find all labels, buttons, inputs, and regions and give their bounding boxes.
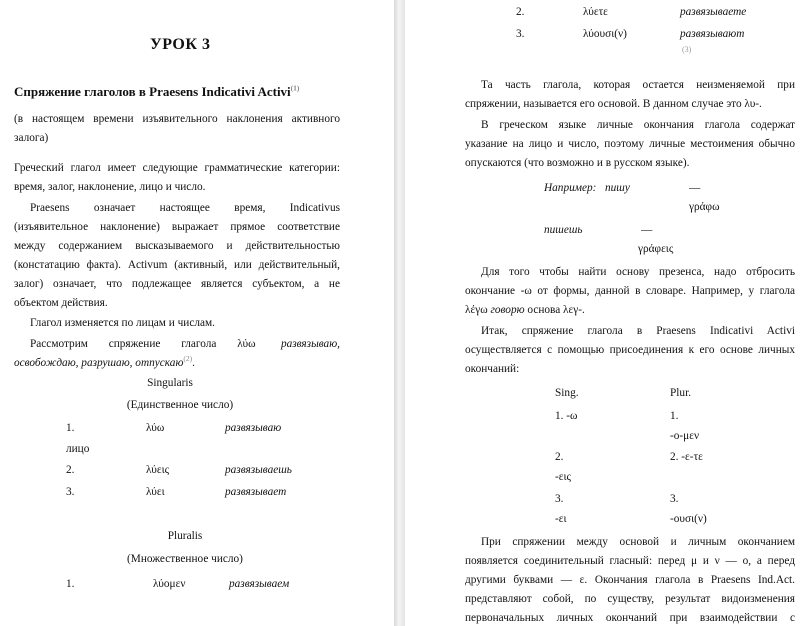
example-word-2: пишешь xyxy=(544,224,583,236)
translation: развязываешь xyxy=(225,464,292,476)
subtitle-line-1: (в настоящем времени изъявительного наклонения активного xyxy=(14,113,340,125)
ending-sing-3: -ει xyxy=(555,513,567,525)
section-footnote-ref: (1) xyxy=(290,83,300,93)
greek-form: λύουσι(ν) xyxy=(583,28,627,40)
r-para5-line-1: При спряжении между основой и личным окончанием xyxy=(481,536,795,548)
singularis-subheading: (Единственное число) xyxy=(126,399,234,411)
example-dash-2: — xyxy=(641,224,653,236)
ending-plur-3-num: 3. xyxy=(670,493,679,505)
example-dash-1: — xyxy=(689,182,701,194)
r-para3-gloss: говорю xyxy=(490,304,525,316)
row-number: 2. xyxy=(516,6,525,18)
ending-sing-3-num: 3. xyxy=(555,493,564,505)
r-para3-rest: основа λεγ-. xyxy=(527,304,585,316)
left-page xyxy=(0,0,394,626)
r-para1-line-1: Та часть глагола, которая остается неизменяемой при xyxy=(481,79,795,91)
para2-line-2: (изъявительное наклонение) выражает прямое соответствие xyxy=(14,221,340,233)
example-greek-2: γράφεις xyxy=(638,243,674,255)
section-title-text: Спряжение глаголов в Praesens Indicativi Activi xyxy=(14,84,291,99)
book-gutter xyxy=(394,0,405,626)
lesson-title: УРОК 3 xyxy=(150,36,211,53)
para2-line-4: (констатацию факта). Activum (активный, или действительный, xyxy=(14,259,340,271)
ending-sing-2-num: 2. xyxy=(555,451,564,463)
ending-plur-1: -ο-μεν xyxy=(670,430,700,442)
row-extra-text: лицо xyxy=(66,443,90,455)
para4-line-2 xyxy=(14,354,195,374)
subtitle-line-2: залога) xyxy=(14,132,49,144)
para4-prefix: Рассмотрим спряжение глагола λύω xyxy=(30,338,256,350)
ending-plur-1-num: 1. xyxy=(670,410,679,422)
greek-form: λύει xyxy=(146,486,165,498)
para4-end: . xyxy=(192,357,195,369)
singularis-heading: Singularis xyxy=(147,377,193,389)
para3: Глагол изменяется по лицам и числам. xyxy=(30,317,215,329)
r-para2-line-2: указание на лицо и число, поэтому личные местоимения обычно xyxy=(465,138,795,150)
translation: развязывает xyxy=(225,486,287,498)
row-number: 3. xyxy=(516,28,525,40)
para2-line-1: Praesens означает настоящее время, Indicativus xyxy=(30,202,340,214)
ending-sing-2: -εις xyxy=(555,471,572,483)
translation: развязываем xyxy=(229,578,290,590)
para2-line-5: залог) означает, что подлежащее является субъектом, а не xyxy=(14,278,340,290)
endings-head-plur: Plur. xyxy=(670,387,692,399)
r-para3-line-3 xyxy=(465,301,585,321)
greek-form: λύεις xyxy=(146,464,170,476)
r-para3-greek: λέγω xyxy=(465,304,488,316)
para2-line-3: между содержанием высказываемого и действительностью xyxy=(14,240,340,252)
example-word-1: пишу xyxy=(605,182,630,194)
section-title xyxy=(14,84,299,100)
para1-line-1: Греческий глагол имеет следующие грамматические категории: xyxy=(14,162,340,174)
para2-line-6: объектом действия. xyxy=(14,297,108,309)
r-para3-line-1: Для того чтобы найти основу презенса, надо отбросить xyxy=(481,266,795,278)
row-number: 1. xyxy=(66,422,75,434)
para4-line-1 xyxy=(30,335,340,355)
r-para5-line-5: первоначальных личных окончаний при взаимодействии с xyxy=(465,612,795,624)
greek-form: λύετε xyxy=(583,6,608,18)
r-para4-line-2: осуществляется с помощью присоединения к его основе личных xyxy=(465,344,795,356)
row-number: 2. xyxy=(66,464,75,476)
r-para4-line-1: Итак, спряжение глагола в Praesens Indicativi Activi xyxy=(481,325,795,337)
ending-plur-2: 2. -ε-τε xyxy=(670,451,703,463)
translation: развязываю xyxy=(225,422,282,434)
ending-sing-1: 1. -ω xyxy=(555,410,578,422)
r-para5-line-3: другими буквами — ε. Окончания глагола в Praesens Ind.Act. xyxy=(465,574,795,586)
para4-footnote-ref: (2) xyxy=(183,354,193,364)
endings-head-sing: Sing. xyxy=(555,387,579,399)
r-para1-line-2: спряжении, называется его основой. В данном случае это λυ-. xyxy=(465,98,762,110)
r-para5-line-2: появляется соединительный гласный: перед μ и ν — ο, а перед xyxy=(465,555,795,567)
example-greek-1: γράφω xyxy=(689,201,720,213)
right-page xyxy=(405,0,800,626)
greek-form: λύομεν xyxy=(153,578,186,590)
row-number: 1. xyxy=(66,578,75,590)
ending-plur-3: -ουσι(ν) xyxy=(670,513,707,525)
translation: развязываете xyxy=(680,6,747,18)
para1-line-2: время, залог, наклонение, лицо и число. xyxy=(14,181,206,193)
r-para5-line-4: представляют собой, по существу, результат видоизменения xyxy=(465,593,795,605)
translation: развязывают xyxy=(680,28,745,40)
footnote-marker: (3) xyxy=(682,45,692,54)
para4-gloss-2: освобождаю, разрушаю, отпускаю xyxy=(14,357,184,369)
example-label: Например: xyxy=(544,182,597,194)
pluralis-subheading: (Множественное число) xyxy=(127,553,243,565)
r-para3-line-2: окончание -ω от формы, данной в словаре. Например, у глагола xyxy=(465,285,795,297)
r-para2-line-1: В греческом языке личные окончания глагола содержат xyxy=(481,119,795,131)
r-para2-line-3: опускаются (что возможно и в русском языке). xyxy=(465,157,690,169)
pluralis-heading: Pluralis xyxy=(167,530,203,542)
r-para4-line-3: окончаний: xyxy=(465,363,520,375)
para4-gloss-1: развязываю, xyxy=(280,338,340,350)
greek-form: λύω xyxy=(146,422,165,434)
row-number: 3. xyxy=(66,486,75,498)
